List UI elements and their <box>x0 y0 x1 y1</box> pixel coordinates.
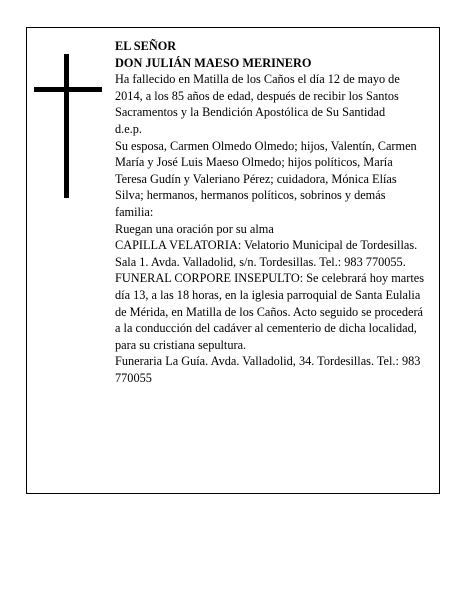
cross-horizontal-bar <box>34 87 102 92</box>
funeral-info: FUNERAL CORPORE INSEPULTO: Se celebrará hoy martes día 13, a las 18 horas, en la iglesia parroquial de Santa Eulalia de Mérida, en Matilla de los Caños. Acto seguido se procederá a la conducción del cadáver al cementerio de dicha localidad, para su cristiana sepultura. <box>115 271 424 352</box>
family-list: Su esposa, Carmen Olmedo Olmedo; hijos, Valentín, Carmen María y José Luis Maeso Olmedo; hijos políticos, María Teresa Gudín y Valeriano Pérez; cuidadora, Mónica Elías Silva; hermanos, hermanos políticos, sobrinos y demás familia: <box>115 138 417 219</box>
cross-icon <box>34 54 102 198</box>
obituary-title: EL SEÑOR <box>115 39 177 53</box>
cross-vertical-bar <box>64 54 69 198</box>
death-announcement: Ha fallecido en Matilla de los Caños el día 12 de mayo de 2014, a los 85 años de edad, después de recibir los Santos Sacramentos y la Bendición Apostólica de Su Santidad <box>115 72 400 120</box>
prayer-request: Ruegan una oración por su alma <box>115 221 274 236</box>
funeral-home-info: Funeraria La Guía. Avda. Valladolid, 34. Tordesillas. Tel.: 983 770055 <box>115 354 421 385</box>
rip-line: d.e.p. <box>115 121 142 136</box>
chapel-info: CAPILLA VELATORIA: Velatorio Municipal de Tordesillas. Sala 1. Avda. Valladolid, s/n. Tordesillas. Tel.: 983 770055. <box>115 238 418 269</box>
deceased-name: DON JULIÁN MAESO MERINERO <box>115 55 312 70</box>
obituary-text <box>115 38 425 386</box>
